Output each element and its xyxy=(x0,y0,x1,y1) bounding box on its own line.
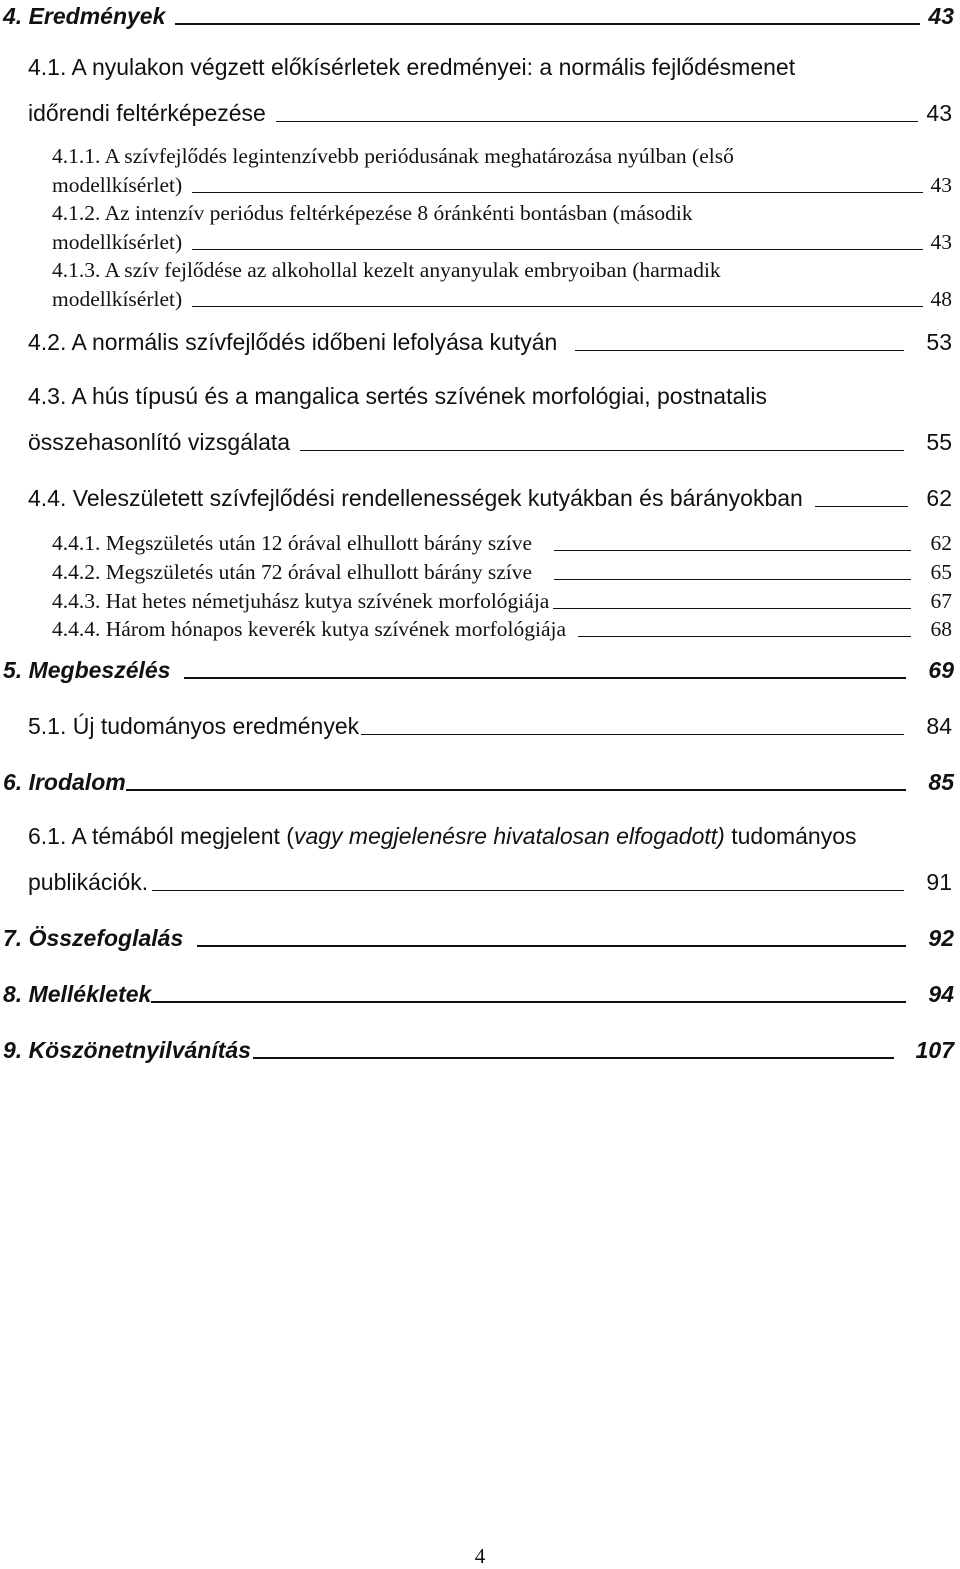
leader-line xyxy=(553,608,910,609)
leader-line xyxy=(253,1057,894,1059)
toc-entry-4-4-4 xyxy=(0,614,960,642)
toc-entry-label: 9. Köszönetnyilvánítás xyxy=(3,1037,251,1063)
toc-entry-chapter-8 xyxy=(0,978,960,1008)
toc-entry-page: 48 xyxy=(930,287,952,311)
page-number: 4 xyxy=(474,1544,486,1568)
toc-entry-label: 4.4.2. Megszületés után 72 órával elhullott bárány szíve xyxy=(52,560,533,584)
toc-entry-page: 107 xyxy=(915,1037,954,1063)
leader-line xyxy=(151,1001,906,1003)
toc-entry-label: 4. Eredmények xyxy=(3,3,166,29)
leader-line xyxy=(152,890,904,891)
toc-entry-6-1 xyxy=(0,866,960,896)
leader-line xyxy=(554,550,910,551)
toc-entry-label: 6. Irodalom xyxy=(3,769,126,795)
toc-entry-label-cont: modellkísérlet) xyxy=(52,230,183,254)
toc-entry-page: 69 xyxy=(928,657,954,683)
toc-entry-label: 7. Összefoglalás xyxy=(3,925,184,951)
toc-entry-4-2 xyxy=(0,326,960,356)
toc-entry-4-3 xyxy=(0,426,960,456)
toc-entry-label-cont: időrendi feltérképezése xyxy=(28,100,266,126)
leader-line xyxy=(175,23,920,25)
toc-entry-page: 43 xyxy=(930,173,952,197)
leader-line xyxy=(184,677,906,679)
toc-entry-4-4-3 xyxy=(0,586,960,614)
toc-entry-label: 8. Mellékletek xyxy=(3,981,152,1007)
leader-line xyxy=(192,249,922,250)
leader-line xyxy=(197,945,906,947)
toc-entry-4-4-1 xyxy=(0,528,960,556)
toc-entry-page: 68 xyxy=(930,617,952,641)
toc-entry-label: 4.2. A normális szívfejlődés időbeni lefolyása kutyán xyxy=(28,329,558,355)
leader-line xyxy=(126,789,907,791)
toc-entry-label: 4.4. Veleszületett szívfejlődési rendellenességek kutyákban és bárányokban xyxy=(28,485,803,511)
toc-entry-label: 4.1.1. A szívfejlődés legintenzívebb periódusának meghatározása nyúlban (első xyxy=(52,144,734,168)
toc-entry-label-part: tudományos xyxy=(724,823,857,849)
toc-entry-page: 65 xyxy=(930,560,952,584)
toc-entry-page: 62 xyxy=(926,485,952,511)
toc-entry-5-1 xyxy=(0,710,960,740)
toc-entry-page: 92 xyxy=(928,925,954,951)
toc-entry-4-1-1 xyxy=(0,170,960,198)
toc-entry-label: 4.4.1. Megszületés után 12 órával elhullott bárány szíve xyxy=(52,531,533,555)
toc-entry-page: 62 xyxy=(930,531,952,555)
toc-entry-chapter-5 xyxy=(0,654,960,684)
toc-entry-label-cont: összehasonlító vizsgálata xyxy=(28,429,291,455)
toc-entry-page: 55 xyxy=(926,429,952,455)
toc-entry-chapter-4 xyxy=(0,0,960,30)
toc-entry-label-cont: publikációk. xyxy=(28,869,149,895)
leader-line xyxy=(192,192,922,193)
toc-entry-label-part: 6.1. A témából megjelent ( xyxy=(28,823,294,849)
toc-entry-label xyxy=(28,823,857,850)
toc-entry-page: 43 xyxy=(930,230,952,254)
toc-entry-page: 91 xyxy=(926,869,952,895)
toc-entry-page: 84 xyxy=(926,713,952,739)
toc-entry-label: 4.4.4. Három hónapos keverék kutya szívének morfológiája xyxy=(52,617,567,641)
toc-entry-label: 4.1.2. Az intenzív periódus feltérképezése 8 óránkénti bontásban (második xyxy=(52,201,693,225)
leader-line xyxy=(300,450,904,451)
leader-line xyxy=(578,636,910,637)
leader-line xyxy=(815,506,909,507)
toc-entry-chapter-6 xyxy=(0,766,960,796)
leader-line xyxy=(575,350,904,351)
toc-entry-4-4-2 xyxy=(0,557,960,585)
toc-entry-page: 85 xyxy=(928,769,954,795)
toc-entry-page: 43 xyxy=(926,100,952,126)
toc-entry-page: 67 xyxy=(930,589,952,613)
toc-entry-4-1-3 xyxy=(0,284,960,312)
toc-entry-label: 4.1. A nyulakon végzett előkísérletek eredményei: a normális fejlődésmenet xyxy=(28,54,796,80)
leader-line xyxy=(192,306,922,307)
toc-entry-label-cont: modellkísérlet) xyxy=(52,287,183,311)
toc-entry-4-1 xyxy=(0,97,960,127)
toc-entry-label-italic: vagy megjelenésre hivatalosan elfogadott) xyxy=(293,823,725,849)
toc-entry-4-1-2 xyxy=(0,227,960,255)
toc-entry-page: 43 xyxy=(928,3,954,29)
toc-entry-label-cont: modellkísérlet) xyxy=(52,173,183,197)
toc-entry-chapter-9 xyxy=(0,1034,960,1064)
leader-line xyxy=(554,579,910,580)
toc-entry-label: 5.1. Új tudományos eredmények xyxy=(28,713,360,739)
leader-line xyxy=(361,734,904,735)
toc-entry-4-4 xyxy=(0,482,960,512)
toc-entry-chapter-7 xyxy=(0,922,960,952)
toc-entry-label: 4.3. A hús típusú és a mangalica sertés szívének morfológiai, postnatalis xyxy=(28,383,767,409)
toc-entry-label: 4.4.3. Hat hetes németjuhász kutya szívének morfológiája xyxy=(52,589,550,613)
toc-entry-label: 4.1.3. A szív fejlődése az alkohollal kezelt anyanyulak embryoiban (harmadik xyxy=(52,258,721,282)
leader-line xyxy=(276,121,919,122)
toc-entry-page: 94 xyxy=(928,981,954,1007)
toc-entry-label: 5. Megbeszélés xyxy=(3,657,171,683)
toc-entry-page: 53 xyxy=(926,329,952,355)
